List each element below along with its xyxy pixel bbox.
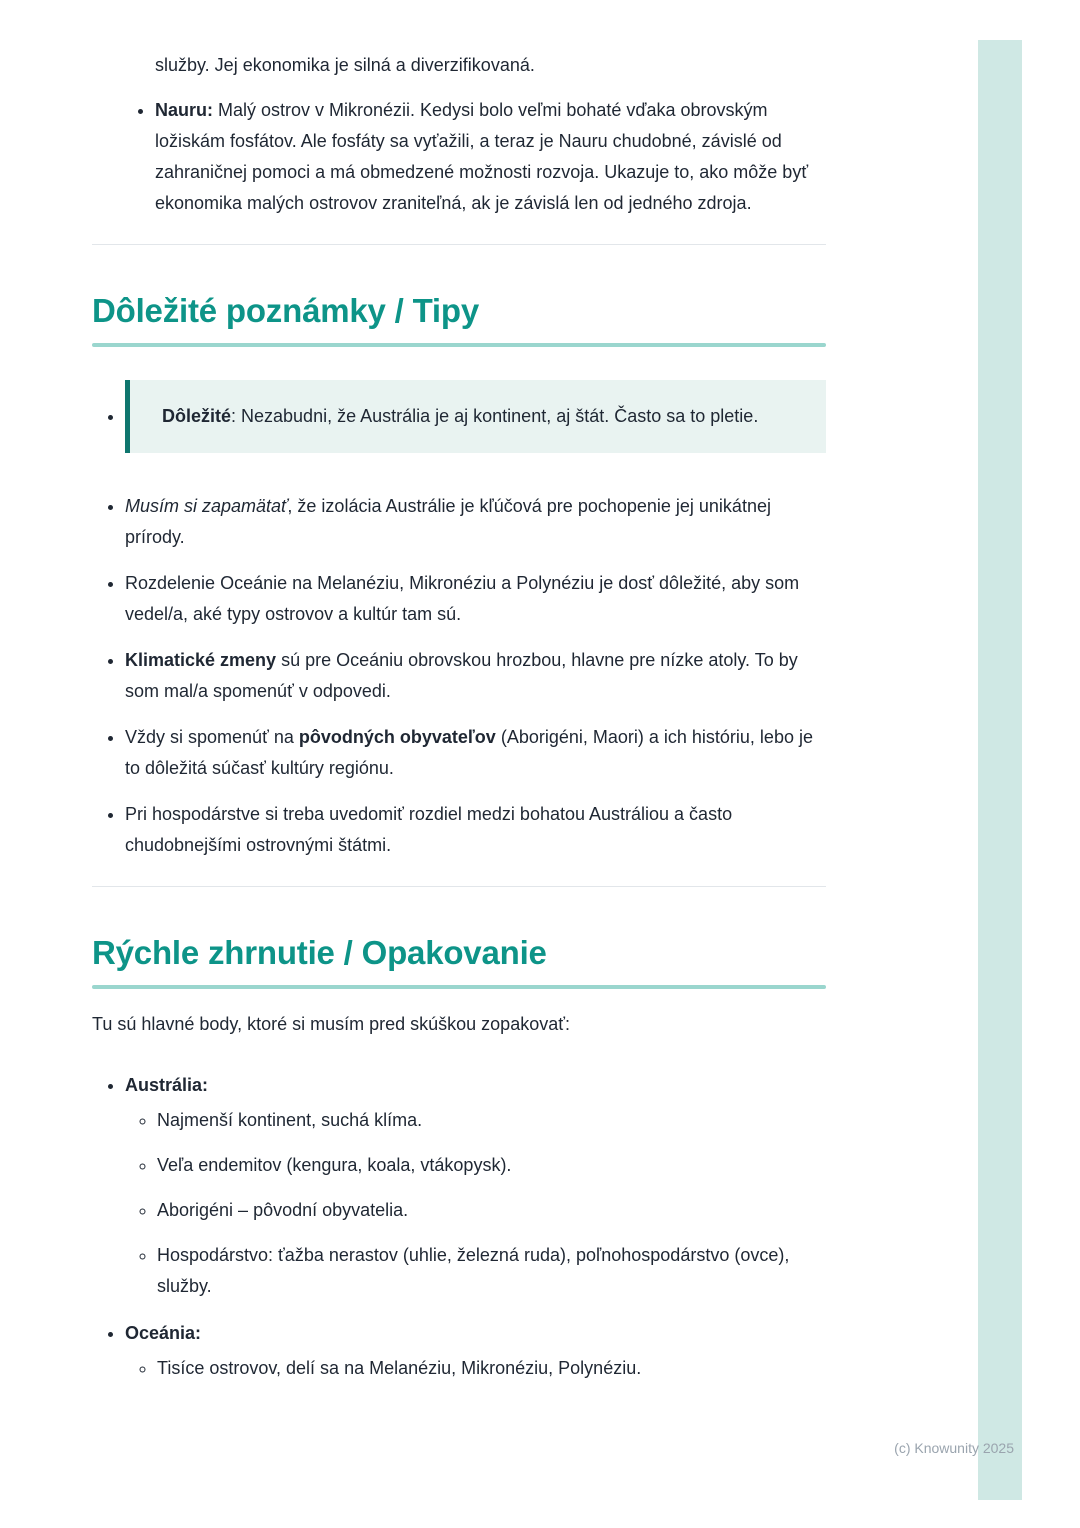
- sub-list-item: [157, 1195, 826, 1226]
- list-item: [125, 645, 826, 707]
- nauru-list: [92, 95, 826, 219]
- tips-heading-underline: [92, 343, 826, 347]
- text-segment: Rozdelenie Oceánie na Melanéziu, Mikronéziu a Polynéziu je dosť dôležité, aby som vedel/a, aké typy ostrovov a kultúr tam sú.: [125, 573, 800, 624]
- sub-list-item: [157, 1353, 826, 1384]
- text-segment: (Aborigéni, Maori) a ich históriu, lebo je to dôležitá súčasť kultúry regiónu.: [125, 727, 813, 778]
- list-item-text: [125, 727, 813, 778]
- text-segment: Vždy si spomenúť na: [125, 727, 299, 747]
- text-segment: pôvodných obyvateľov: [298, 727, 496, 747]
- list-item-text: [125, 650, 798, 701]
- document-content: [92, 0, 826, 1400]
- list-continuation-text: služby. Jej ekonomika je silná a diverzifikovaná.: [155, 55, 535, 75]
- sub-list-item: [157, 1240, 826, 1302]
- text-segment: , že izolácia Austrálie je kľúčová pre pochopenie jej unikátnej prírody.: [125, 496, 771, 547]
- text-segment: : Nezabudni, že Austrália je aj kontinent, aj štát. Často sa to pletie.: [231, 406, 759, 426]
- sub-list: [125, 1105, 826, 1302]
- text-segment: sú pre Oceániu obrovskou hrozbou, hlavne pre nízke atoly. To by som mal/a spomenúť v odpovedi.: [125, 650, 798, 701]
- important-callout-box: [125, 380, 826, 453]
- sub-list-item: [157, 1105, 826, 1136]
- sub-list: [125, 1353, 826, 1384]
- sub-list-item-text: [157, 1110, 422, 1130]
- callout-list: [92, 380, 826, 453]
- side-stripe-decoration: [978, 40, 1022, 1500]
- list-item-text: [155, 100, 808, 213]
- list-item-text: [125, 573, 799, 624]
- list-item: [125, 568, 826, 630]
- summary-intro-text: Tu sú hlavné body, ktoré si musím pred skúškou zopakovať:: [92, 1014, 570, 1034]
- list-item-text: [125, 1075, 208, 1095]
- sub-list-item-text: [157, 1358, 641, 1378]
- list-item: [125, 1070, 826, 1302]
- sub-list-item: [157, 1150, 826, 1181]
- section-divider-1: [92, 244, 826, 245]
- callout-list-item: [125, 380, 826, 453]
- list-item-text: [125, 496, 771, 547]
- sub-list-item-text: [157, 1200, 408, 1220]
- sub-list-item-text: [157, 1155, 511, 1175]
- text-segment: Tisíce ostrovov, delí sa na Melanéziu, Mikronéziu, Polynéziu.: [157, 1358, 642, 1378]
- summary-section-heading: Rýchle zhrnutie / Opakovanie: [92, 934, 547, 971]
- list-item-text: [125, 804, 732, 855]
- section-divider-2: [92, 886, 826, 887]
- list-item: [155, 95, 826, 219]
- text-segment: Malý ostrov v Mikronézii. Kedysi bolo veľmi bohaté vďaka obrovským ložiskám fosfátov. Ale fosfáty sa vyťažili, a teraz je Nauru chudobné, závislé od zahraničnej pomoci a má obmedzené možnosti rozvoja. Ukazuje to, ako môže byť ekonomika malých ostrovov zraniteľná, ak je závislá len od jedného zdroja.: [155, 100, 809, 213]
- text-segment: Nauru:: [155, 100, 213, 120]
- list-item: [125, 799, 826, 861]
- text-segment: Oceánia:: [125, 1323, 202, 1343]
- tips-list: [92, 491, 826, 861]
- list-item: [125, 722, 826, 784]
- text-segment: Musím si zapamätať: [125, 496, 288, 516]
- callout-text: [162, 401, 790, 432]
- summary-heading-underline: [92, 985, 826, 989]
- text-segment: Veľa endemitov (kengura, koala, vtákopysk).: [157, 1155, 512, 1175]
- list-item: [125, 1318, 826, 1384]
- text-segment: Najmenší kontinent, suchá klíma.: [157, 1110, 423, 1130]
- text-segment: Aborigéni – pôvodní obyvatelia.: [157, 1200, 409, 1220]
- text-segment: Hospodárstvo: ťažba nerastov (uhlie, železná ruda), poľnohospodárstvo (ovce), služby.: [157, 1245, 790, 1296]
- footer-copyright: (c) Knowunity 2025: [894, 1440, 1014, 1456]
- list-item-text: [125, 1323, 201, 1343]
- text-segment: Pri hospodárstve si treba uvedomiť rozdiel medzi bohatou Austráliou a často chudobnejšími ostrovnými štátmi.: [125, 804, 733, 855]
- summary-list: [92, 1070, 826, 1384]
- sub-list-item-text: [157, 1245, 789, 1296]
- text-segment: Klimatické zmeny: [125, 650, 277, 670]
- list-item: [125, 491, 826, 553]
- text-segment: Austrália:: [125, 1075, 209, 1095]
- text-segment: Dôležité: [162, 406, 232, 426]
- tips-section-heading: Dôležité poznámky / Tipy: [92, 292, 480, 329]
